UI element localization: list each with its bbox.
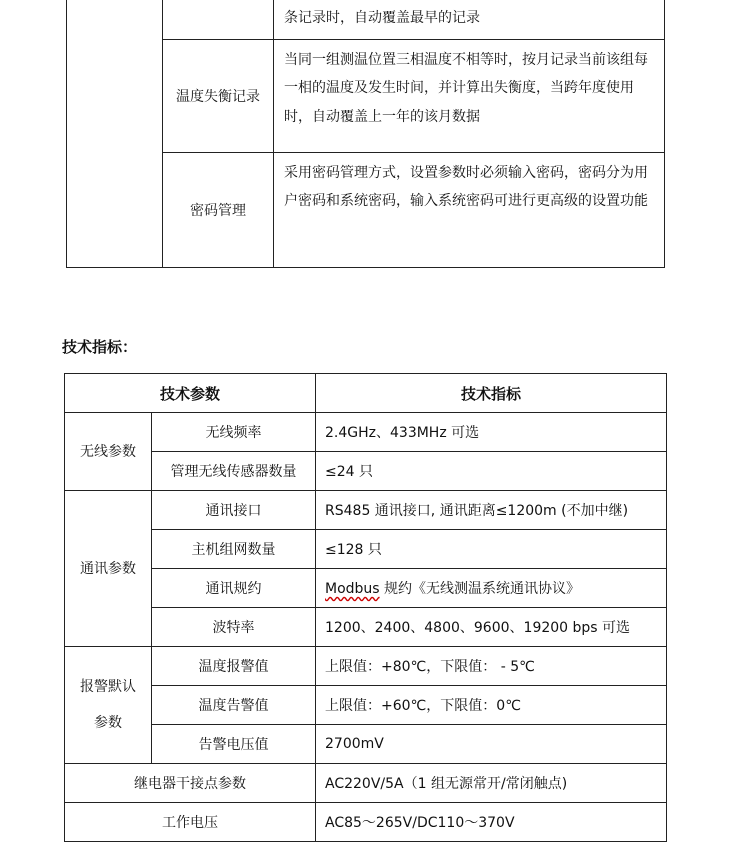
param-name: 温度报警值 <box>152 647 316 686</box>
table-row <box>65 647 667 686</box>
table-row <box>65 725 667 764</box>
protocol-text: 规约《无线测温系统通讯协议》 <box>379 581 581 597</box>
param-name: 工作电压 <box>65 803 316 842</box>
param-name: 主机组网数量 <box>152 530 316 569</box>
feature-desc: 条记录时，自动覆盖最早的记录 <box>274 0 665 39</box>
param-value: 上限值：+80℃，下限值： - 5℃ <box>316 647 667 686</box>
table-row <box>65 530 667 569</box>
param-name: 告警电压值 <box>152 725 316 764</box>
param-value: AC220V/5A（1 组无源常开/常闭触点) <box>316 764 667 803</box>
param-value: 1200、2400、4800、9600、19200 bps 可选 <box>316 608 667 647</box>
param-value: AC85～265V/DC110～370V <box>316 803 667 842</box>
group-comm: 通讯参数 <box>65 491 152 647</box>
table-row <box>65 764 667 803</box>
table-row <box>65 569 667 608</box>
param-value: 2.4GHz、433MHz 可选 <box>316 413 667 452</box>
param-name: 无线频率 <box>152 413 316 452</box>
param-name: 通讯规约 <box>152 569 316 608</box>
header-index: 技术指标 <box>316 374 667 413</box>
param-value: 上限值：+60℃，下限值：0℃ <box>316 686 667 725</box>
param-value <box>316 569 667 608</box>
param-name: 继电器干接点参数 <box>65 764 316 803</box>
group-alarm-line2: 参数 <box>94 715 122 731</box>
spec-table <box>64 373 667 842</box>
feature-desc: 采用密码管理方式，设置参数时必须输入密码，密码分为用户密码和系统密码，输入系统密码可进行更高级的设置功能 <box>274 152 665 267</box>
group-alarm-line1: 报警默认 <box>80 679 136 695</box>
feature-table <box>66 0 665 268</box>
modbus-text: Modbus <box>325 581 380 597</box>
param-name: 温度告警值 <box>152 686 316 725</box>
param-value: ≤24 只 <box>316 452 667 491</box>
feature-name <box>163 0 274 39</box>
feature-desc: 当同一组测温位置三相温度不相等时，按月记录当前该组每一相的温度及发生时间，并计算出失衡度，当跨年度使用时，自动覆盖上一年的该月数据 <box>274 39 665 152</box>
table-row <box>65 452 667 491</box>
section-title: 技术指标： <box>62 338 138 356</box>
group-wireless: 无线参数 <box>65 413 152 491</box>
table-row <box>67 0 665 39</box>
param-name: 通讯接口 <box>152 491 316 530</box>
param-name: 管理无线传感器数量 <box>152 452 316 491</box>
group-alarm <box>65 647 152 764</box>
header-param: 技术参数 <box>65 374 316 413</box>
param-name: 波特率 <box>152 608 316 647</box>
table-row <box>65 413 667 452</box>
feature-name: 温度失衡记录 <box>163 39 274 152</box>
table-row <box>65 803 667 842</box>
feature-name: 密码管理 <box>163 152 274 267</box>
param-value: 2700mV <box>316 725 667 764</box>
table-header-row <box>65 374 667 413</box>
param-value: ≤128 只 <box>316 530 667 569</box>
param-value: RS485 通讯接口, 通讯距离≤1200m (不加中继) <box>316 491 667 530</box>
table-row <box>65 608 667 647</box>
feature-category-cell <box>67 0 163 267</box>
table-row <box>65 491 667 530</box>
table-row <box>65 686 667 725</box>
